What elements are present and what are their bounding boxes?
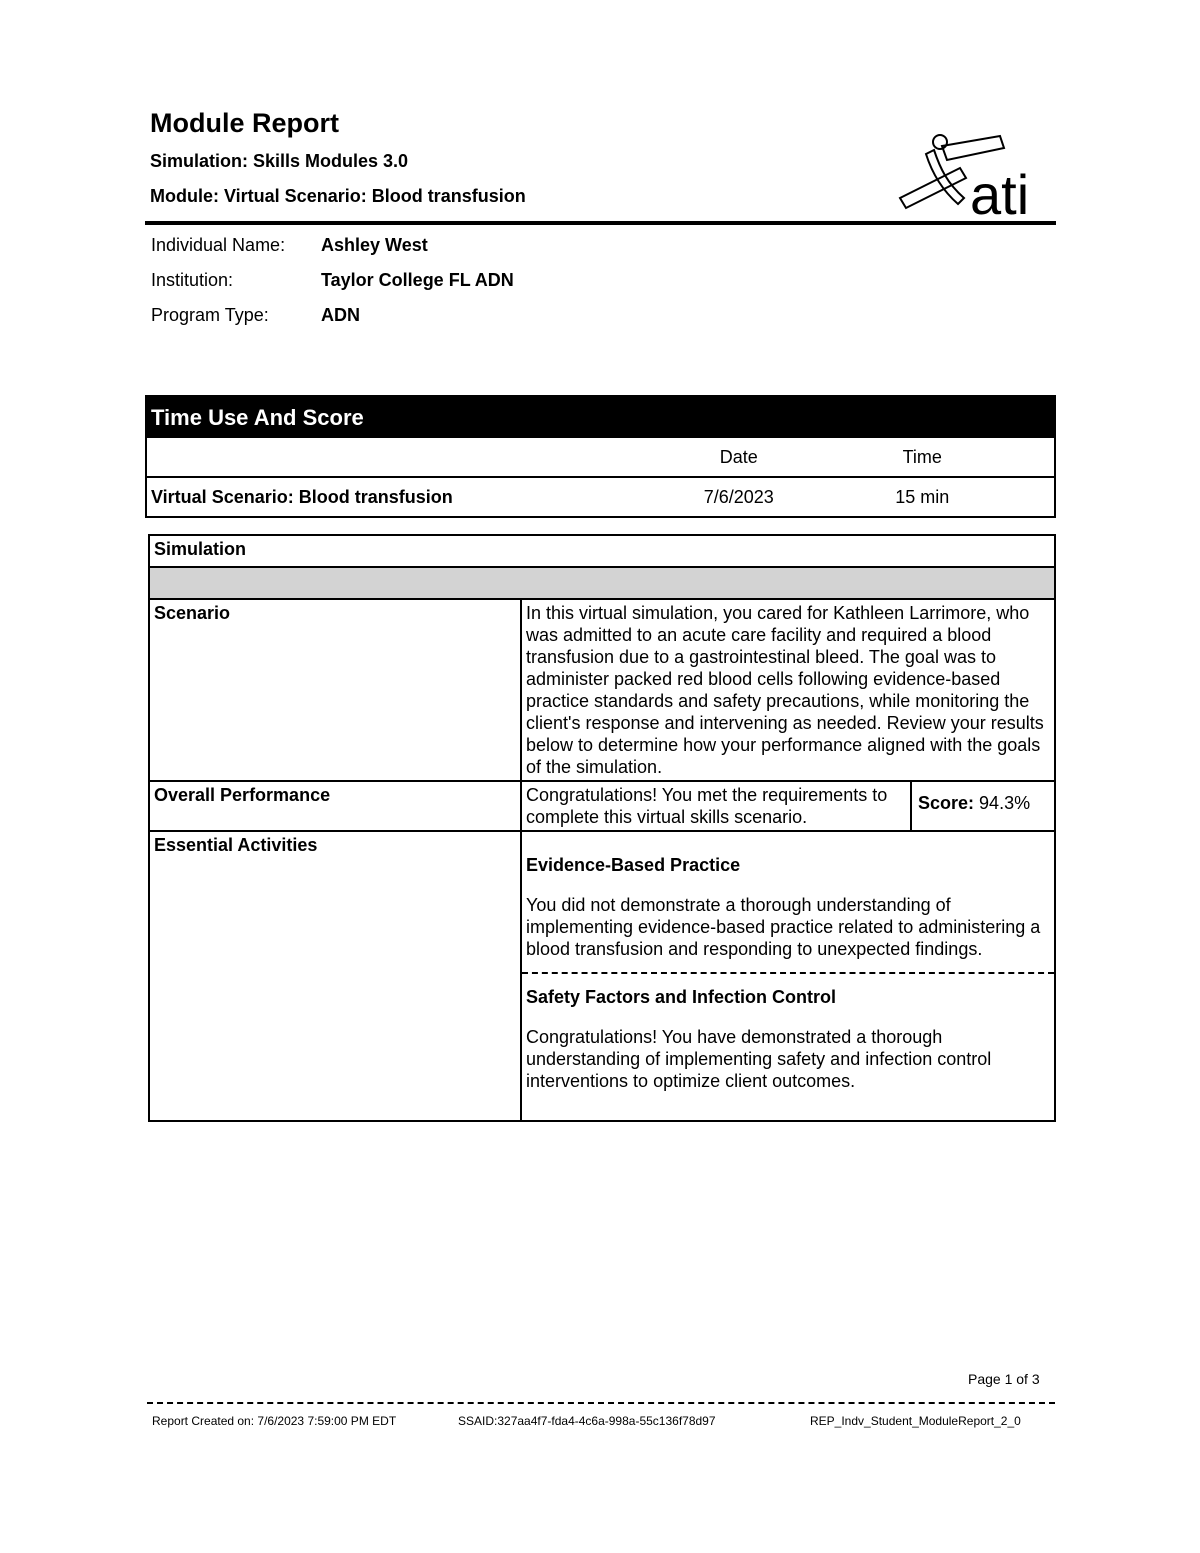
simulation-subtitle: Simulation: Skills Modules 3.0 [150, 151, 409, 171]
activity-divider [522, 972, 1054, 974]
date-header: Date [719, 446, 758, 467]
activity-title: Evidence-Based Practice [526, 855, 741, 875]
name-value: Ashley West [321, 235, 428, 255]
simulation-title: Simulation [149, 535, 1055, 567]
activity-evidence-based-practice [526, 834, 1050, 960]
row-time: 15 min [895, 486, 950, 507]
activity-safety-factors [526, 986, 1050, 1092]
program-label: Program Type: [151, 305, 269, 325]
time-header: Time [902, 446, 942, 467]
ssaid: SSAID:327aa4f7-fda4-4c6a-998a-55c136f78d97 [458, 1414, 716, 1428]
activities-label: Essential Activities [149, 831, 521, 1121]
institution-label: Institution: [151, 270, 234, 290]
institution-value: Taylor College FL ADN [321, 270, 514, 290]
table-row [147, 476, 1054, 516]
performance-label: Overall Performance [149, 781, 521, 831]
time-use-title: Time Use And Score [147, 397, 1054, 438]
activities-cell [521, 831, 1055, 1121]
footer-divider [147, 1402, 1055, 1404]
performance-cell [521, 781, 1055, 831]
time-use-header-row [147, 438, 1054, 476]
performance-text: Congratulations! You met the requirements to complete this virtual skills scenario. [522, 782, 912, 830]
score-label: Score: [918, 793, 975, 813]
page-number: Page 1 of 3 [968, 1371, 1040, 1387]
program-value: ADN [321, 305, 360, 325]
module-subtitle: Module: Virtual Scenario: Blood transfusion [150, 186, 526, 206]
row-date: 7/6/2023 [703, 486, 774, 507]
page-title: Module Report [150, 108, 339, 138]
activity-text: Congratulations! You have demonstrated a thorough understanding of implementing safety and infection control interventions to optimize client outcomes. [526, 1027, 992, 1091]
activity-text: You did not demonstrate a thorough understanding of implementing evidence-based practice related to administering a blood transfusion and responding to unexpected findings. [526, 895, 1041, 959]
activity-title: Safety Factors and Infection Control [526, 987, 837, 1007]
scenario-text: In this virtual simulation, you cared for Kathleen Larrimore, who was admitted to an acute care facility and required a blood transfusion due to a gastrointestinal bleed. The goal was to administer packed red blood cells following evidence-based practice standards and safety precautions, while monitoring the client's response and intervening as needed. Review your results below to determine how your performance aligned with the goals of the simulation. [521, 599, 1055, 781]
ati-logo-text: ati [970, 163, 1030, 220]
name-label: Individual Name: [151, 235, 286, 255]
row-name: Virtual Scenario: Blood transfusion [151, 486, 453, 507]
score-value: 94.3% [979, 793, 1031, 813]
header-rule [145, 221, 1056, 225]
scenario-label: Scenario [149, 599, 521, 781]
score [912, 782, 1054, 830]
time-use-table [145, 395, 1056, 518]
report-id: REP_Indv_Student_ModuleReport_2_0 [810, 1414, 1021, 1428]
simulation-table [148, 534, 1056, 1122]
ati-logo [892, 128, 1062, 220]
report-created: Report Created on: 7/6/2023 7:59:00 PM EDT [152, 1414, 397, 1428]
simulation-gray-band [149, 567, 1055, 599]
